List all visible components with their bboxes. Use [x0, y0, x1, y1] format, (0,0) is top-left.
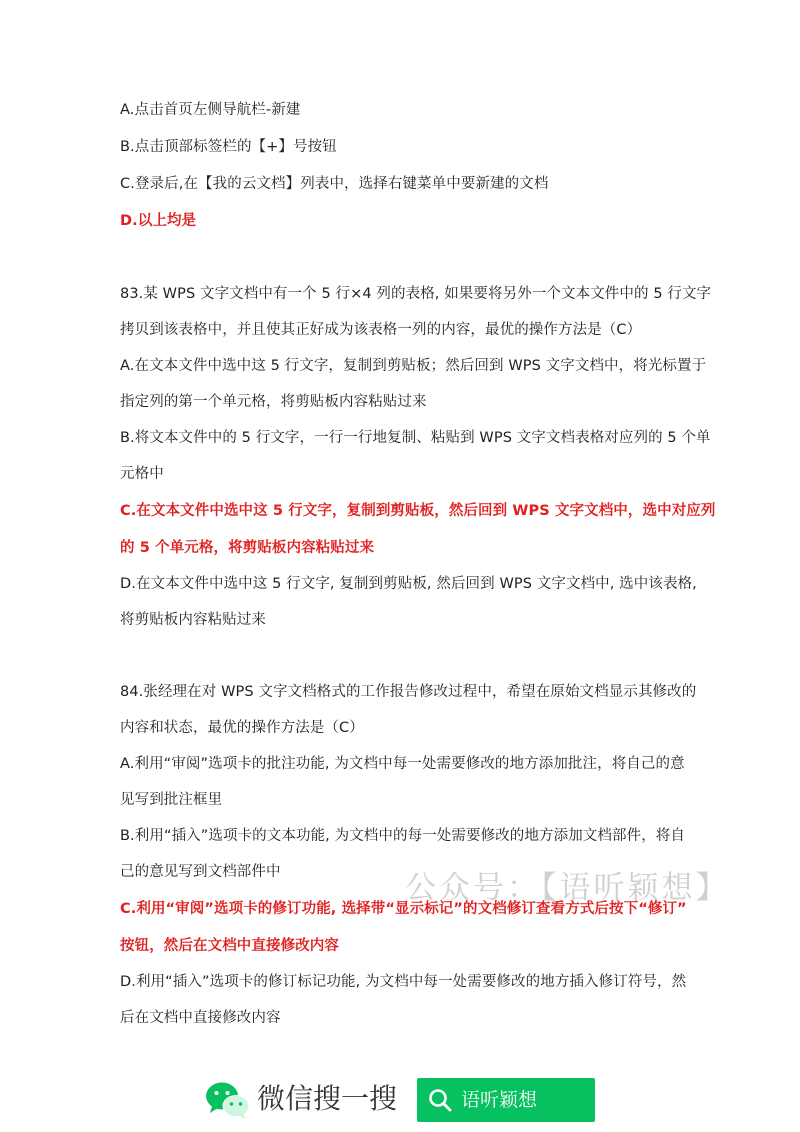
option-line: A.利用“审阅”选项卡的批注功能, 为文档中每一处需要修改的地方添加批注，将自己的意: [120, 756, 685, 772]
option-line: B.将文本文件中的 5 行文字，一行一行地复制、粘贴到 WPS 文字文档表格对应列的 5 个单: [120, 430, 711, 446]
option-line: 元格中: [120, 466, 164, 482]
answer-line: C.在文本文件中选中这 5 行文字，复制到剪贴板，然后回到 WPS 文字文档中，选中对应列: [120, 503, 716, 519]
answer-line: 按钮，然后在文档中直接修改内容: [120, 938, 339, 954]
wechat-icon: [205, 1080, 251, 1120]
search-icon: [427, 1087, 453, 1113]
option-line: A.点击首页左侧导航栏-新建: [120, 102, 301, 118]
option-line: C.登录后,在【我的云文档】列表中，选择右键菜单中要新建的文档: [120, 176, 549, 192]
search-box[interactable]: [417, 1078, 595, 1122]
answer-line: 的 5 个单元格，将剪贴板内容粘贴过来: [120, 540, 375, 556]
question-line: 拷贝到该表格中，并且使其正好成为该表格一列的内容，最优的操作方法是（C）: [120, 322, 642, 338]
option-line: A.在文本文件中选中这 5 行文字，复制到剪贴板；然后回到 WPS 文字文档中，将光标置于: [120, 358, 707, 374]
watermark: 公众号：【语听颖想】: [405, 870, 730, 906]
answer-line: C.利用“审阅”选项卡的修订功能, 选择带“显示标记”的文档修订查看方式后按下“修订”: [120, 901, 687, 917]
footer-label: 微信搜一搜: [257, 1082, 398, 1115]
option-line: 见写到批注框里: [120, 792, 223, 808]
option-line: 将剪贴板内容粘贴过来: [120, 612, 266, 628]
option-line: B.点击顶部标签栏的【+】号按钮: [120, 139, 337, 155]
option-line: B.利用“插入”选项卡的文本功能, 为文档中的每一处需要修改的地方添加文档部件，将自: [120, 828, 685, 844]
answer-line: D.以上均是: [120, 213, 197, 229]
option-line: 后在文档中直接修改内容: [120, 1010, 281, 1026]
question-line: 83.某 WPS 文字文档中有一个 5 行×4 列的表格, 如果要将另外一个文本文件中的 5 行文字: [120, 286, 712, 302]
wechat-search-banner: [205, 1078, 600, 1122]
question-line: 内容和状态，最优的操作方法是（C）: [120, 720, 364, 736]
option-line: 指定列的第一个单元格，将剪贴板内容粘贴过来: [120, 394, 427, 410]
question-line: 84.张经理在对 WPS 文字文档格式的工作报告修改过程中，希望在原始文档显示其修改的: [120, 684, 697, 700]
option-line: D.利用“插入”选项卡的修订标记功能, 为文档中每一处需要修改的地方插入修订符号，然: [120, 974, 687, 990]
option-line: D.在文本文件中选中这 5 行文字, 复制到剪贴板, 然后回到 WPS 文字文档中, 选中该表格,: [120, 576, 697, 592]
search-term: 语听颖想: [461, 1089, 538, 1111]
option-line: 己的意见写到文档部件中: [120, 864, 281, 880]
